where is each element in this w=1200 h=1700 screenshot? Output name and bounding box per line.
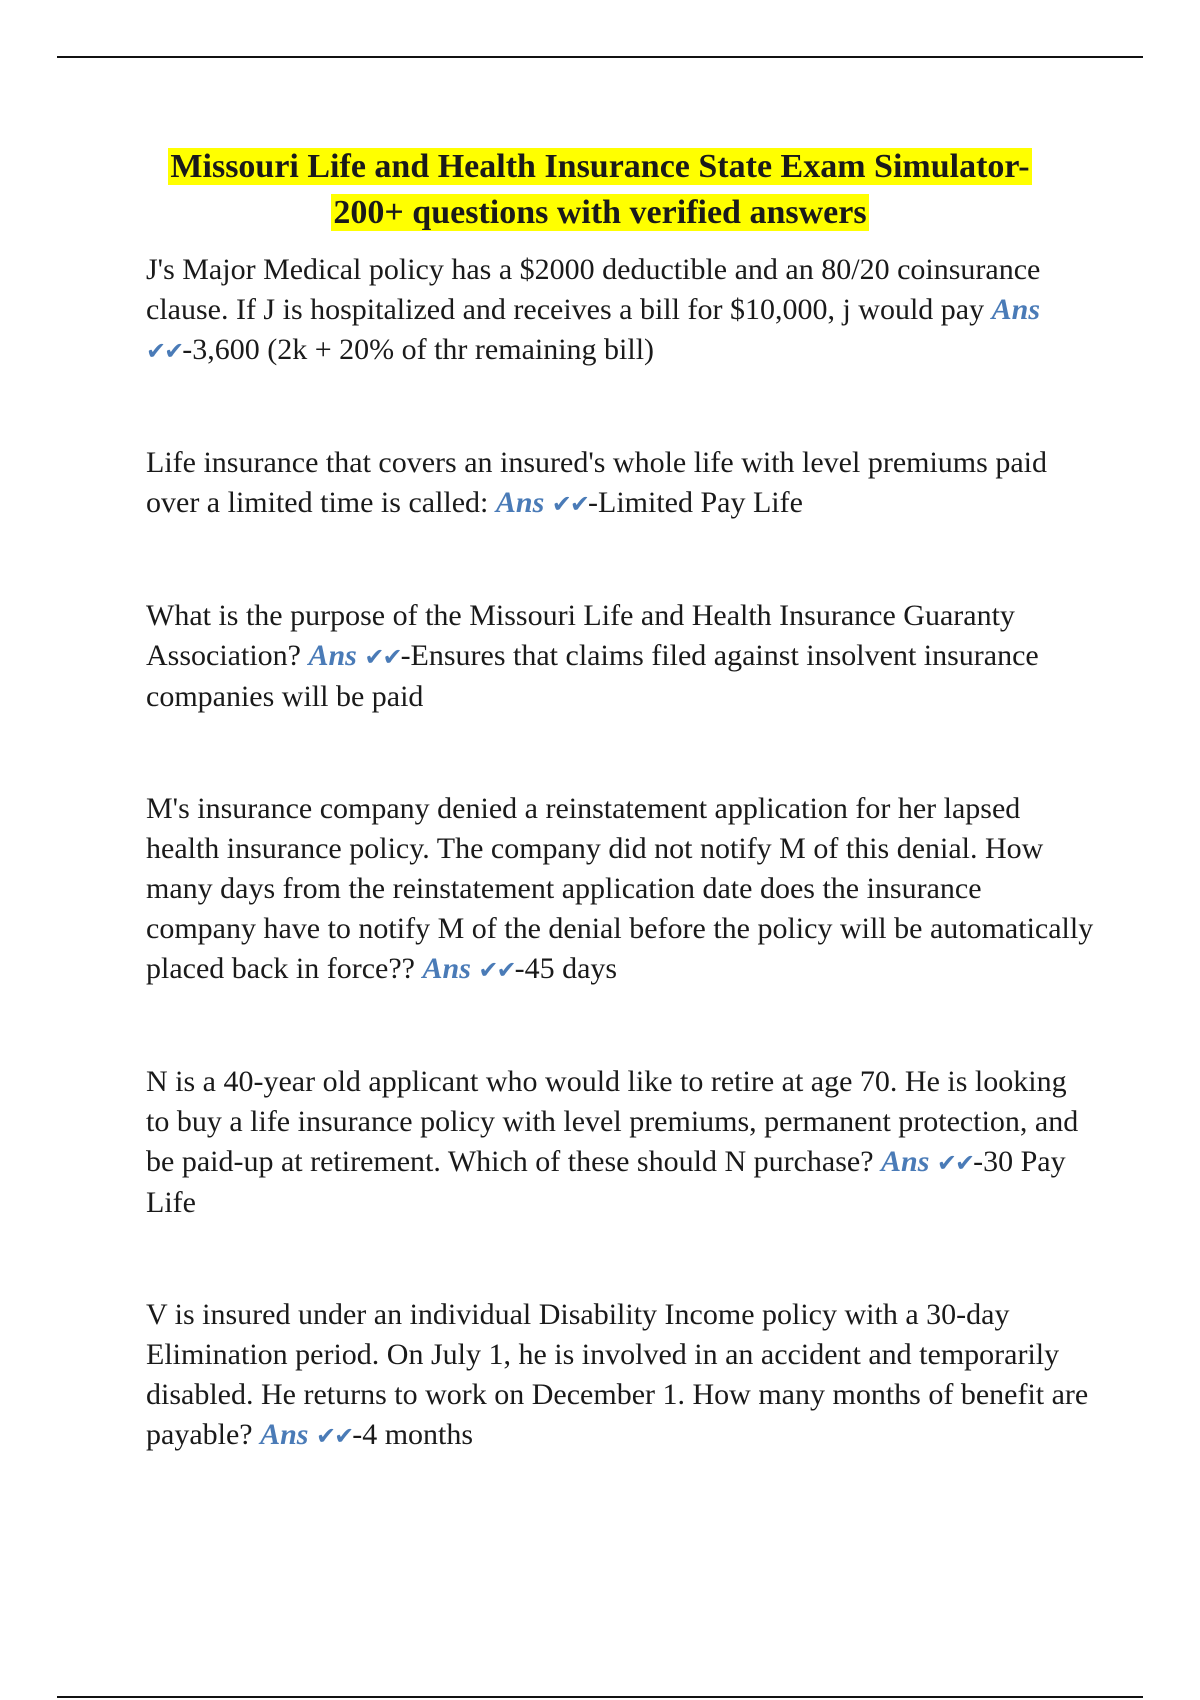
qa-item bbox=[146, 789, 1096, 990]
double-check-icon: ✔✔ bbox=[146, 337, 183, 365]
answer-text: -Ensures that claims filed against insolvent insurance companies will be paid bbox=[146, 639, 1039, 713]
double-check-icon: ✔✔ bbox=[551, 490, 588, 518]
double-check-icon: ✔✔ bbox=[315, 1422, 353, 1450]
document-title bbox=[100, 144, 1100, 236]
double-check-icon: ✔✔ bbox=[478, 956, 515, 984]
question-text: V is insured under an individual Disability Income policy with a 30-day Elimination period. On July 1, he is involved in an accident and temporarily disabled. He returns to work on December 1. How many months of benefit are payable? bbox=[146, 1298, 1089, 1451]
question-text: J's Major Medical policy has a $2000 deductible and an 80/20 coinsurance clause. If J is hospitalized and receives a bill for $10,000, j would pay bbox=[146, 253, 1041, 326]
answer-label: Ans bbox=[308, 639, 357, 672]
answer-label: Ans bbox=[260, 1418, 309, 1451]
question-text: Life insurance that covers an insured's whole life with level premiums paid over a limited time is called: bbox=[146, 446, 1047, 519]
qa-item bbox=[146, 250, 1096, 371]
answer-label: Ans bbox=[495, 486, 545, 519]
header-rule bbox=[57, 56, 1143, 58]
double-check-icon: ✔✔ bbox=[364, 643, 401, 671]
footer-rule bbox=[57, 1696, 1143, 1698]
qa-item bbox=[146, 596, 1096, 717]
double-check-icon: ✔✔ bbox=[936, 1149, 974, 1177]
answer-text: -3,600 (2k + 20% of thr remaining bill) bbox=[182, 333, 655, 366]
qa-item bbox=[146, 443, 1096, 524]
question-text: What is the purpose of the Missouri Life and Health Insurance Guaranty Association? bbox=[146, 599, 1015, 672]
title-line-2: 200+ questions with verified answers bbox=[333, 194, 867, 231]
qa-list bbox=[146, 250, 1096, 1528]
title-line-1: Missouri Life and Health Insurance State Exam Simulator- bbox=[170, 148, 1030, 185]
answer-label: Ans bbox=[881, 1145, 930, 1178]
answer-label: Ans bbox=[422, 952, 471, 985]
answer-text: -45 days bbox=[514, 952, 618, 985]
question-text: M's insurance company denied a reinstatement application for her lapsed health insurance policy. The company did not notify M of this denial. How many days from the reinstatement application date does the insurance company have to notify M of the denial before the policy will be automatically placed back in force?? bbox=[146, 792, 1094, 985]
answer-text: -30 Pay Life bbox=[146, 1145, 1066, 1219]
answer-text: -Limited Pay Life bbox=[588, 486, 803, 519]
question-text: N is a 40-year old applicant who would like to retire at age 70. He is looking to buy a life insurance policy with level premiums, permanent protection, and be paid-up at retirement. Which of these should N purchase? bbox=[146, 1065, 1079, 1178]
qa-item bbox=[146, 1062, 1096, 1223]
answer-text: -4 months bbox=[352, 1418, 474, 1451]
qa-item bbox=[146, 1295, 1096, 1456]
answer-label: Ans bbox=[991, 293, 1040, 326]
